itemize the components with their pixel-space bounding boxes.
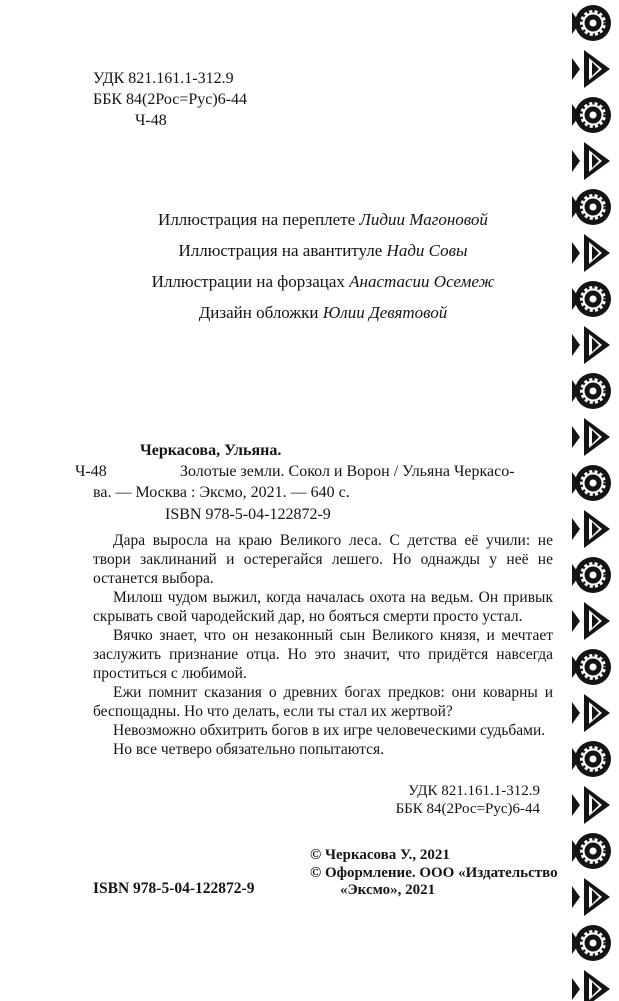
credit-name: Юлии Девятовой bbox=[322, 303, 448, 322]
copyright-block bbox=[310, 847, 558, 900]
author-sign-top: Ч-48 bbox=[135, 112, 167, 129]
annotation-paragraph: Невозможно обхитрить богов в их игре человеческими судьбами. bbox=[113, 722, 546, 739]
credit-endpapers-illustration bbox=[93, 266, 553, 297]
annotation-paragraph: Но все четверо обязательно попытаются. bbox=[113, 741, 384, 758]
udk-code-top: УДК 821.161.1-312.9 bbox=[93, 70, 234, 87]
credit-name: Лидии Магоновой bbox=[359, 210, 488, 229]
classification-codes-bottom bbox=[93, 782, 540, 818]
annotation-paragraph: Ежи помнит сказания о древних богах предков: они коварны и беспощадны. Но что делать, если ты стал их жертвой? bbox=[93, 684, 553, 720]
annotation-paragraph: Милош чудом выжил, когда началась охота на ведьм. Он привык скрывать свой чародейский дар, но бояться смерти просто устал. bbox=[93, 589, 553, 625]
classification-codes-top bbox=[93, 68, 247, 131]
credit-cover-illustration bbox=[93, 204, 553, 235]
credit-label: Дизайн обложки bbox=[198, 303, 319, 322]
credit-label: Иллюстрация на переплете bbox=[158, 210, 356, 229]
copyright-author-line: © Черкасова У., 2021 bbox=[310, 847, 450, 863]
credit-label: Иллюстрация на авантитуле bbox=[178, 241, 383, 260]
annotation-paragraph: Вячко знает, что он незаконный сын Великого князя, и мечтает заслужить признание отца. Но это значит, что придётся навсегда проститься с любимой. bbox=[93, 627, 553, 682]
udk-code-bottom: УДК 821.161.1-312.9 bbox=[408, 783, 540, 799]
bbk-code-bottom: ББК 84(2Рос=Рус)6-44 bbox=[395, 801, 540, 817]
credit-cover-design bbox=[93, 297, 553, 328]
catalog-entry-line1: Золотые земли. Сокол и Ворон / Ульяна Черкасо- bbox=[180, 463, 515, 480]
credit-name: Анастасии Осемеж bbox=[349, 272, 495, 291]
catalog-entry-line2: ва. — Москва : Эксмо, 2021. — 640 с. bbox=[93, 484, 350, 501]
copyright-publisher-line2: «Эксмо», 2021 bbox=[340, 882, 436, 898]
credit-name: Нади Совы bbox=[386, 241, 468, 260]
credit-halftitle-illustration bbox=[93, 235, 553, 266]
annotation-block bbox=[93, 531, 553, 759]
catalog-code: Ч-48 bbox=[75, 463, 107, 480]
bbk-code-top: ББК 84(2Рос=Рус)6-44 bbox=[93, 91, 248, 108]
isbn-bottom: ISBN 978-5-04-122872-9 bbox=[93, 880, 255, 897]
copyright-publisher-line: © Оформление. ООО «Издательство bbox=[310, 864, 558, 881]
credits-block bbox=[93, 204, 553, 328]
ornament-border bbox=[572, 0, 612, 1001]
isbn-middle: ISBN 978-5-04-122872-9 bbox=[165, 506, 331, 523]
annotation-paragraph: Дара выросла на краю Великого леса. С детства её учили: не твори заклинаний и остерегайся лешего. Но однажды у неё не останется выбора. bbox=[93, 532, 553, 587]
credit-label: Иллюстрации на форзацах bbox=[151, 272, 345, 291]
catalog-author: Черкасова, Ульяна. bbox=[140, 442, 282, 459]
catalog-entry-block bbox=[75, 440, 553, 503]
catalog-row bbox=[75, 461, 553, 503]
catalog-entry-text bbox=[93, 461, 553, 503]
